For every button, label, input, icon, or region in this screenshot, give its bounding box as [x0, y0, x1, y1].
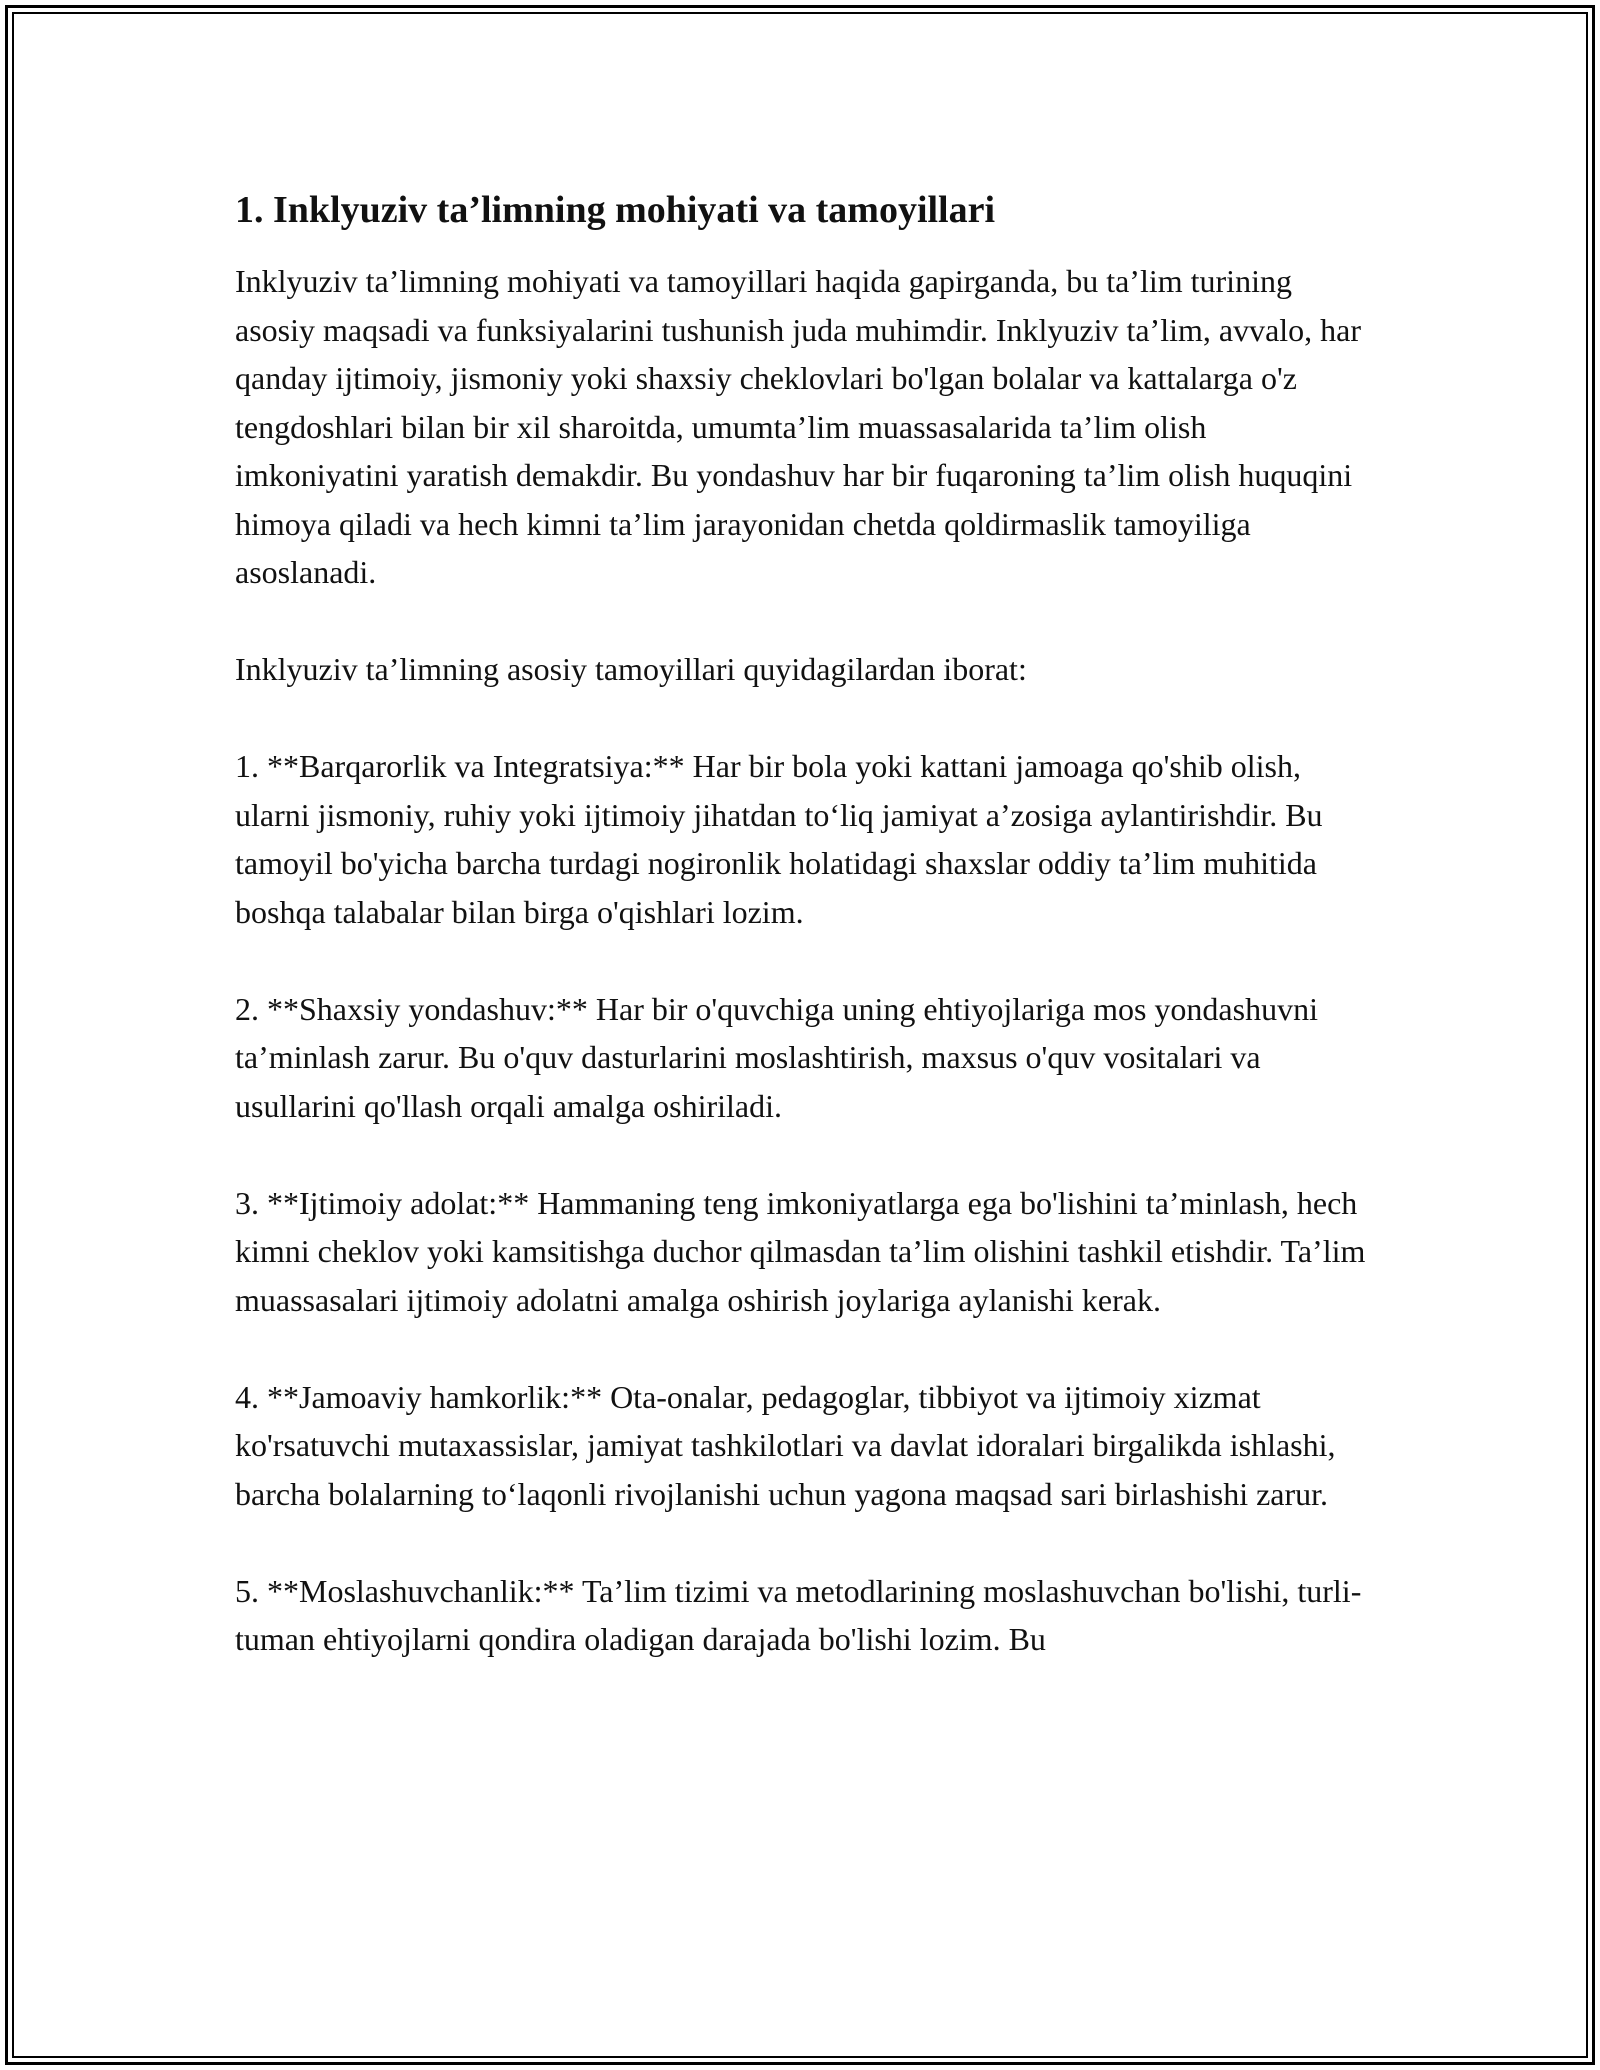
principle-3-paragraph: 3. **Ijtimoiy adolat:** Hammaning teng imkoniyatlarga ega bo'lishini ta’minlash, hech kimni cheklov yoki kamsitishga duchor qilmasdan ta’lim olishini tashkil etishdir. Ta’lim muassasalari ijtimoiy adolatni amalga oshirish joylariga aylanishi kerak. [235, 1184, 1374, 1318]
document-body [235, 185, 1374, 1712]
principle-1-paragraph: 1. **Barqarorlik va Integratsiya:** Har bir bola yoki kattani jamoaga qo'shib olish, ularni jismoniy, ruhiy yoki ijtimoiy jihatdan to‘liq jamiyat a’zosiga aylantirishdir. Bu tamoyil bo'yicha barcha turdagi nogironlik holatidagi shaxslar oddiy ta’lim muhitida boshqa talabalar bilan birga o'qishlari lozim. [235, 748, 1331, 930]
principles-lead-paragraph: Inklyuziv ta’limning asosiy tamoyillari quyidagilardan iborat: [235, 651, 1027, 687]
principle-4-paragraph: 4. **Jamoaviy hamkorlik:** Ota-onalar, pedagoglar, tibbiyot va ijtimoiy xizmat ko'rsatuvchi mutaxassislar, jamiyat tashkilotlari va davlat idoralari birgalikda ishlashi, barcha bolalarning to‘laqonli rivojlanishi uchun yagona maqsad sari birlashishi zarur. [235, 1378, 1344, 1512]
principle-5-paragraph: 5. **Moslashuvchanlik:** Ta’lim tizimi va metodlarining moslashuvchan bo'lishi, turli-tuman ehtiyojlarni qondira oladigan darajada bo'lishi lozim. Bu [235, 1572, 1362, 1657]
principle-2-paragraph: 2. **Shaxsiy yondashuv:** Har bir o'quvchiga uning ehtiyojlariga mos yondashuvni ta’minlash zarur. Bu o'quv dasturlarini moslashtirish, maxsus o'quv vositalari va usullarini qo'llash orqali amalga oshiriladi. [235, 990, 1326, 1124]
intro-paragraph: Inklyuziv ta’limning mohiyati va tamoyillari haqida gapirganda, bu ta’lim turining asosiy maqsadi va funksiyalarini tushunish juda muhimdir. Inklyuziv ta’lim, avvalo, har qanday ijtimoiy, jismoniy yoki shaxsiy cheklovlari bo'lgan bolalar va kattalarga o'z tengdoshlari bilan bir xil sharoitda, umumta’lim muassasalarida ta’lim olish imkoniyatini yaratish demakdir. Bu yondashuv har bir fuqaroning ta’lim olish huquqini himoya qiladi va hech kimni ta’lim jarayonidan chetda qoldirmaslik tamoyiliga asoslanadi. [235, 263, 1370, 590]
section-heading: 1. Inklyuziv ta’limning mohiyati va tamoyillari [235, 189, 996, 231]
